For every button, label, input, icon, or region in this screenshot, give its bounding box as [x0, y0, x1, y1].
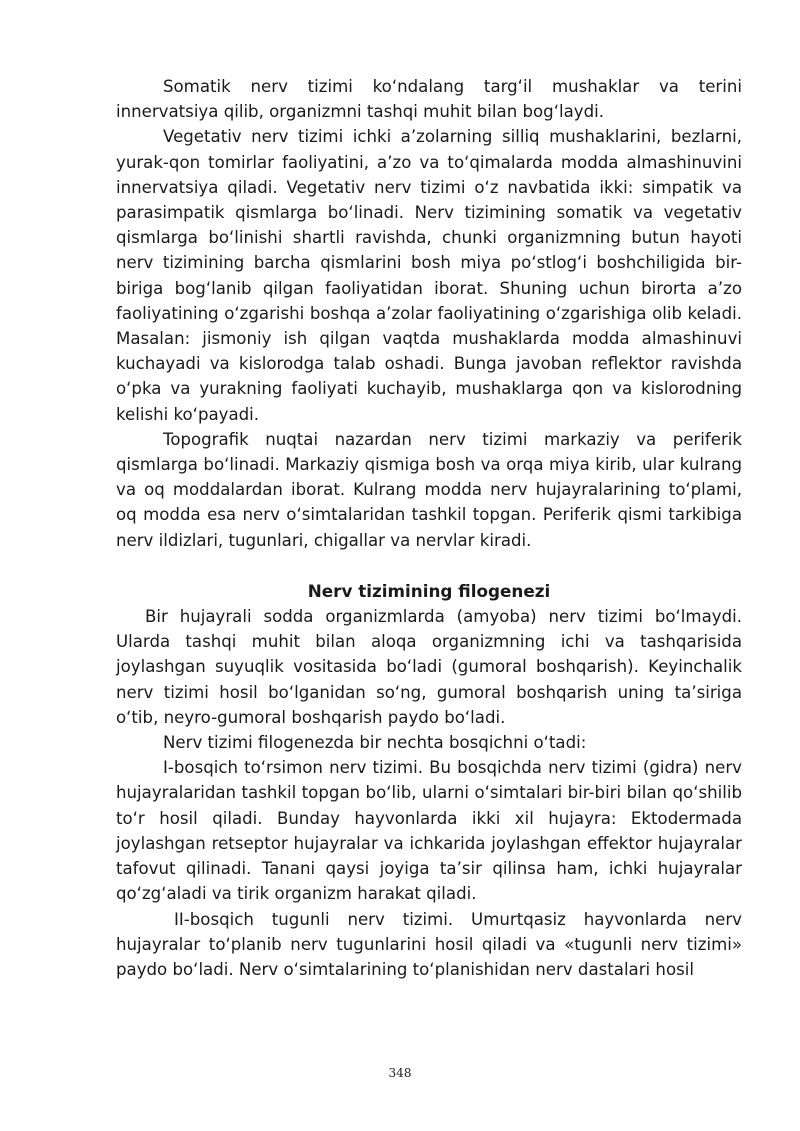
- section-gap: [116, 553, 742, 579]
- page-number: 348: [388, 1066, 412, 1080]
- section-title: Nerv tizimining filogenezi: [307, 580, 551, 601]
- paragraph-somatic: Somatik nerv tizimi ko‘ndalang targ‘il mushaklar va terini innervatsiya qilib, organizmni tashqi muhit bilan bog‘laydi.: [116, 77, 742, 122]
- paragraph-stages-intro: Nerv tizimi filogenezda bir nechta bosqichni o‘tadi:: [163, 733, 587, 753]
- paragraph-stage-one: I-bosqich to‘rsimon nerv tizimi. Bu bosqichda nerv tizimi (gidra) nerv hujayralaridan tashkil topgan bo‘lib, ularni o‘simtalari bir-biri bilan qo‘shilib to‘r hosil qiladi. Bunday hayvonlarda ikki xil hujayra: Ektodermada joylashgan retseptor hujayralar va ichkarida joylashgan effektor hujayralar tafovut qilinadi. Tanani qaysi joyiga ta’sir qilinsa ham, ichki hujayralar qo‘zg‘aladi va tirik organizm harakat qiladi.: [116, 758, 742, 904]
- document-body: [116, 74, 742, 982]
- paragraph-stage-two: II-bosqich tugunli nerv tizimi. Umurtqasiz hayvonlarda nerv hujayralar to‘planib nerv tugunlarini hosil qiladi va «tugunli nerv tizimi» paydo bo‘ladi. Nerv o‘simtalarining to‘planishidan nerv dastalari hosil: [116, 909, 742, 979]
- paragraph-unicellular: Bir hujayrali sodda organizmlarda (amyoba) nerv tizimi bo‘lmaydi. Ularda tashqi muhit bilan aloqa organizmning ichi va tashqarisida joylashgan suyuqlik vositasida bo‘ladi (gumoral boshqarish). Keyinchalik nerv tizimi hosil bo‘lganidan so‘ng, gumoral boshqarish uning ta’siriga o‘tib, neyro-gumoral boshqarish paydo bo‘ladi.: [116, 607, 742, 727]
- paragraph-topographic: Topografik nuqtai nazardan nerv tizimi markaziy va periferik qismlarga bo‘linadi. Markaziy qismiga bosh va orqa miya kirib, ular kulrang va oq moddalardan iborat. Kulrang modda nerv hujayralarining to‘plami, oq modda esa nerv o‘simtalaridan tashkil topgan. Periferik qismi tarkibiga nerv ildizlari, tugunlari, chigallar va nervlar kiradi.: [116, 429, 742, 550]
- paragraph-vegetative: Vegetativ nerv tizimi ichki a’zolarning silliq mushaklarini, bezlarni, yurak-qon tomirlar faoliyatini, a’zo va to‘qimalarda modda almashinuvini innervatsiya qiladi. Vegetativ nerv tizimi o‘z navbatida ikki: simpatik va parasimpatik qismlarga bo‘linadi. Nerv tizimining somatik va vegetativ qismlarga bo‘linishi shartli ravishda, chunki organizmning butun hayoti nerv tizimining barcha qismlarini bosh miya po‘stlog‘i boshchiligida bir-biriga bog‘lanib qilgan faoliyatidan iborat. Shuning uchun birorta a’zo faoliyatining o‘zgarishi boshqa a’zolar faoliyatining o‘zgarishiga olib keladi. Masalan: jismoniy ish qilgan vaqtda mushaklarda modda almashinuvi kuchayadi va kislorodga talab oshadi. Bunga javoban reflektor ravishda o‘pka va yurakning faoliyati kuchayib, mushaklarga qon va kislorodning kelishi ko‘payadi.: [116, 127, 742, 424]
